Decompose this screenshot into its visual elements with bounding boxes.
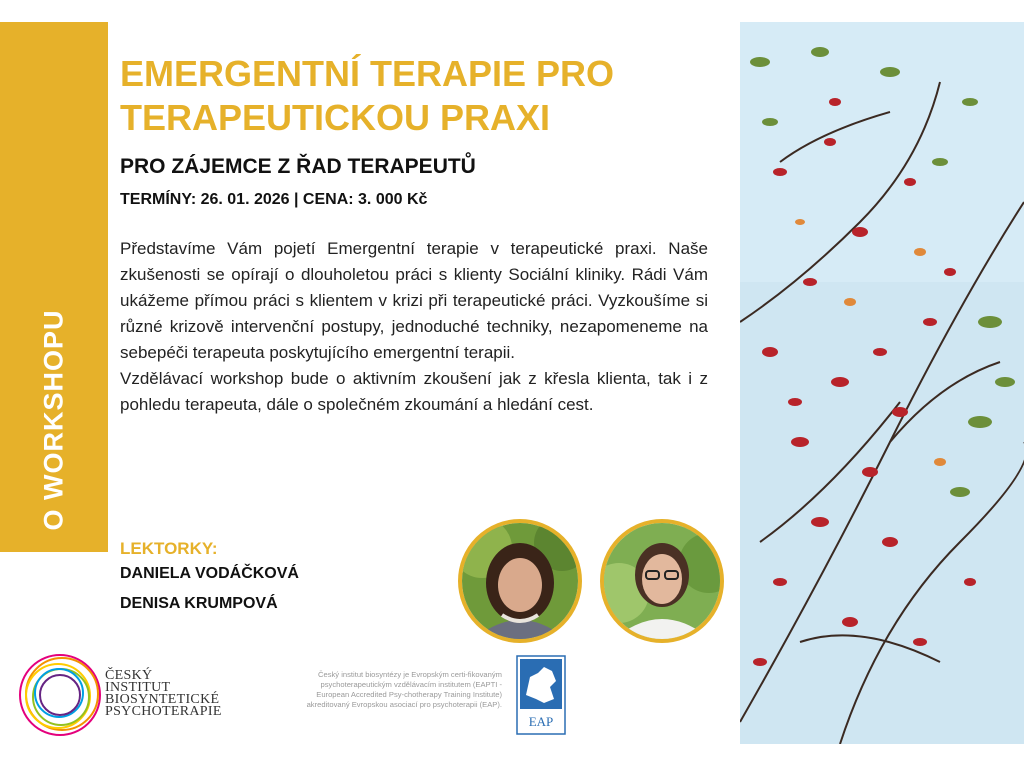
institute-logo-text [105,670,222,718]
terms-price: TERMÍNY: 26. 01. 2026 | CENA: 3. 000 Kč [120,191,428,208]
logo-line: BIOSYNTETICKÉ [105,692,220,707]
lecturer-name: DANIELA VODÁČKOVÁ [120,565,299,582]
logo-line: PSYCHOTERAPIE [105,704,222,719]
lecturer-photo-1 [458,519,582,643]
portrait-icon [462,523,578,639]
side-accent-bar [0,22,108,552]
description-paragraph: Vzdělávací workshop bude o aktivním zkoušení jak z křesla klienta, tak i z pohledu terapeuta, dále o společném zkoumání a hledání cest. [120,369,708,414]
logo-line: ČESKÝ [105,668,153,683]
institute-logo-icon [16,651,104,739]
section-label: O WORKSHOPU [38,309,69,531]
tree-branches-photo [740,22,1024,744]
lecturers-heading: LEKTORKY: [120,539,218,558]
logo-line: INSTITUT [105,680,171,695]
eap-accreditation-text: Český institut biosyntézy je Evropským certi-fikovaným psychoterapeutickým vzdělávacím institutem (EAPTI - European Accredited Psy-chotherapy Training Institute) akreditovaný Evropskou asociací pro psychoterapii (EAP). [306,670,502,709]
description-paragraph: Představíme Vám pojetí Emergentní terapie v terapeutické praxi. Naše zkušenosti se opírají o dlouholetou práci s klienty Sociální kliniky. Rádi Vám ukážeme přímou práci s klientem v krizi při terapeutické práci. Vyzkoušíme si různé krizově intervenční postupy, jednoduché techniky, nezapomeneme na sebepéči terapeuta poskytujícího emergentní terapii. [120,239,708,362]
lecturer-name: DENISA KRUMPOVÁ [120,595,278,612]
eap-logo-icon [516,655,566,735]
page-title: EMERGENTNÍ TERAPIE PRO TERAPEUTICKOU PRAXI [120,53,615,138]
portrait-icon [604,523,720,639]
lecturer-photo-2 [600,519,724,643]
description [120,236,708,418]
page-subtitle: PRO ZÁJEMCE Z ŘAD TERAPEUTŮ [120,155,476,178]
eap-label: EAP [528,714,554,729]
